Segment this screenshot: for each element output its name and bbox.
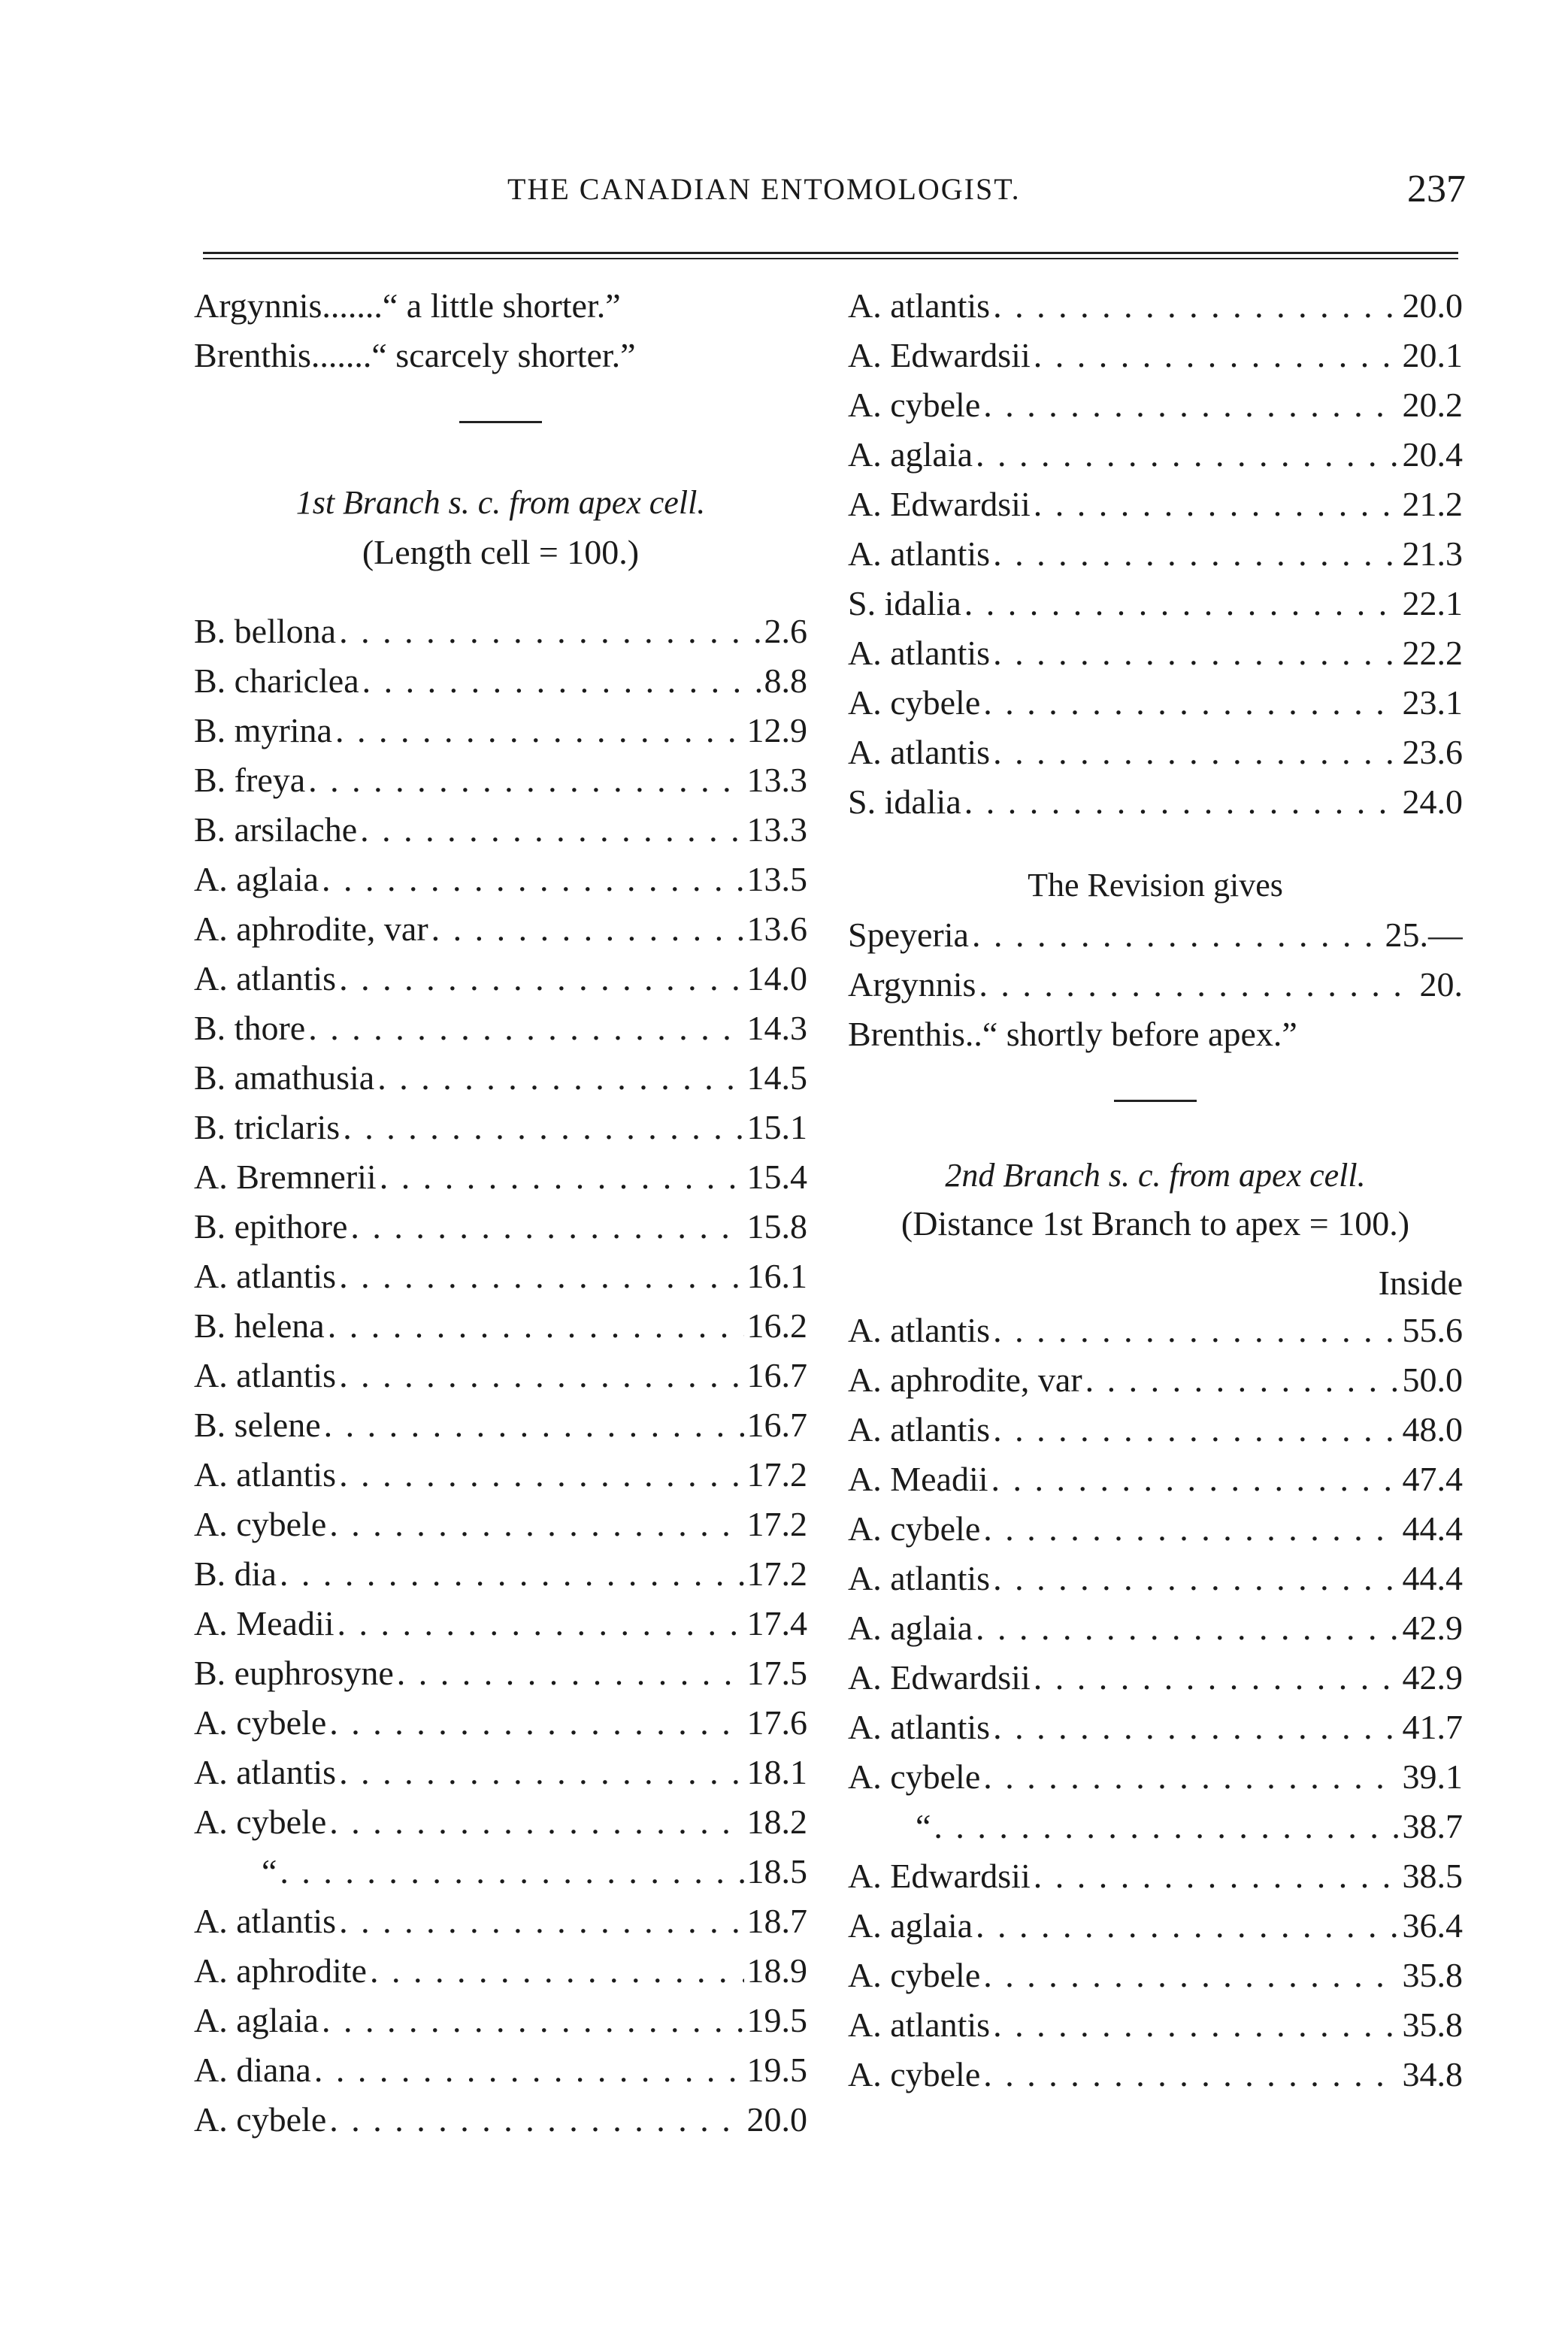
- species-name: A. atlantis: [194, 1753, 337, 1791]
- table-row: [848, 2005, 1463, 2054]
- measurement-value: 16.7: [746, 1406, 807, 1444]
- dot-leader: [338, 1603, 744, 1643]
- table-row: [194, 1256, 807, 1306]
- species-name: A. atlantis: [848, 2006, 991, 2044]
- measurement-value: 22.2: [1402, 634, 1463, 672]
- table-row: [194, 1405, 807, 1455]
- measurement-value: 14.0: [746, 959, 807, 997]
- dot-leader: [983, 1509, 1399, 1548]
- dot-leader: [362, 661, 761, 701]
- table-row: [194, 1802, 807, 1851]
- dot-leader: [964, 782, 1400, 822]
- table-row: [194, 1703, 807, 1752]
- species-name: “: [916, 1807, 931, 1845]
- dot-leader: [380, 1157, 744, 1197]
- dot-leader: [377, 1058, 743, 1097]
- measurement-value: 24.0: [1402, 783, 1463, 821]
- measurement-value: 18.5: [746, 1852, 807, 1891]
- species-name: A. Edwardsii: [848, 336, 1031, 374]
- table-row: [848, 915, 1463, 964]
- table-row: [194, 611, 807, 661]
- page-number: 237: [1407, 168, 1466, 210]
- species-name: A. atlantis: [848, 733, 991, 771]
- species-name: A. aglaia: [848, 435, 973, 474]
- dot-leader: [983, 683, 1399, 722]
- measurement-value: 13.6: [746, 910, 807, 948]
- dot-leader: [993, 286, 1399, 325]
- species-name: A. aglaia: [848, 1906, 973, 1945]
- column-header: Inside: [1378, 1264, 1463, 1302]
- measurement-value: 35.8: [1402, 2006, 1463, 2044]
- section-title: 2nd Branch s. c. from apex cell.: [945, 1157, 1366, 1194]
- dot-leader: [339, 1256, 743, 1296]
- revision-title: The Revision gives: [1028, 867, 1283, 904]
- measurement-value: 44.4: [1402, 1559, 1463, 1597]
- table-row: [848, 683, 1463, 732]
- table-row: [194, 958, 807, 1008]
- table-row: [848, 1657, 1463, 1707]
- measurement-list: [848, 1310, 1463, 2104]
- dot-leader: [343, 1107, 743, 1147]
- table-row: [848, 1558, 1463, 1608]
- section-subtitle: (Length cell = 100.): [362, 533, 640, 571]
- species-name: A. cybele: [194, 2100, 327, 2139]
- right-column: [848, 286, 1463, 2104]
- measurement-value: 16.1: [746, 1257, 807, 1295]
- measurement-value: 42.9: [1402, 1609, 1463, 1647]
- page-header: [188, 167, 1466, 219]
- measurement-value: 20.0: [1402, 286, 1463, 325]
- species-name: S. idalia: [848, 783, 961, 821]
- dot-leader: [979, 964, 1416, 1004]
- measurement-value: 17.4: [746, 1604, 807, 1642]
- species-name: A. atlantis: [194, 1902, 337, 1940]
- dot-leader: [993, 2005, 1399, 2045]
- species-name: A. atlantis: [848, 634, 991, 672]
- species-name: A. cybele: [848, 1956, 981, 1994]
- section-subtitle: (Distance 1st Branch to apex = 100.): [901, 1204, 1410, 1243]
- table-row: [194, 1157, 807, 1206]
- measurement-value: 38.7: [1402, 1807, 1463, 1845]
- measurement-value: 25.—: [1385, 916, 1463, 954]
- comparison-genus: Argynnis: [194, 286, 322, 325]
- species-name: A. cybele: [194, 1505, 327, 1543]
- dot-leader: [324, 1405, 744, 1445]
- dot-leader: [976, 434, 1399, 474]
- table-row: [194, 2099, 807, 2149]
- comparison-quote: “ scarcely shorter.”: [371, 336, 636, 374]
- species-name: A. aphrodite: [194, 1951, 367, 1990]
- dot-leader: [934, 1806, 1399, 1846]
- measurement-value: 55.6: [1402, 1311, 1463, 1349]
- table-row: [194, 2050, 807, 2099]
- measurement-value: 47.4: [1402, 1460, 1463, 1498]
- species-name: A. Edwardsii: [848, 485, 1031, 523]
- species-name: A. atlantis: [848, 1559, 991, 1597]
- dot-leader: [993, 1409, 1399, 1449]
- table-row: [848, 1310, 1463, 1360]
- comparison-line: Brenthis.......“ scarcely shorter.”: [194, 336, 636, 374]
- table-row: [848, 782, 1463, 831]
- table-row: [194, 810, 807, 859]
- species-name: “: [262, 1852, 277, 1891]
- table-row: [194, 1455, 807, 1504]
- species-name: A. aglaia: [848, 1609, 973, 1647]
- species-name: A. aglaia: [194, 860, 319, 898]
- dot-leader: [993, 534, 1399, 574]
- dot-leader: [280, 1851, 743, 1891]
- species-name: A. atlantis: [194, 1455, 337, 1494]
- table-row: [848, 534, 1463, 583]
- dot-leader: [983, 1757, 1399, 1797]
- dot-leader: [339, 1355, 743, 1395]
- species-name: A. atlantis: [194, 1257, 337, 1295]
- running-title: THE CANADIAN ENTOMOLOGIST.: [507, 172, 1021, 206]
- table-row: [194, 1603, 807, 1653]
- table-row: [848, 385, 1463, 434]
- measurement-value: 16.7: [746, 1356, 807, 1394]
- revision-quote-line: Brenthis..“ shortly before apex.”: [848, 1015, 1297, 1053]
- measurement-value: 22.1: [1402, 584, 1463, 622]
- dot-leader: [350, 1206, 743, 1246]
- dot-leader: [280, 1554, 744, 1594]
- measurement-value: 17.2: [746, 1554, 807, 1593]
- measurement-value: 20.2: [1402, 386, 1463, 424]
- dot-leader: [397, 1653, 744, 1693]
- table-row: [194, 1008, 807, 1058]
- measurement-value: 12.9: [746, 711, 807, 749]
- species-name: B. epithore: [194, 1207, 348, 1246]
- table-row: [194, 1355, 807, 1405]
- table-row: [194, 1901, 807, 1951]
- table-row: [848, 484, 1463, 534]
- measurement-value: 41.7: [1402, 1708, 1463, 1746]
- species-name: A. Bremnerii: [194, 1158, 377, 1196]
- table-row: [194, 1851, 807, 1901]
- dot-leader: [972, 915, 1382, 955]
- species-name: S. idalia: [848, 584, 961, 622]
- species-name: A. Meadii: [194, 1604, 334, 1642]
- measurement-value: 13.3: [746, 761, 807, 799]
- table-row: [848, 1806, 1463, 1856]
- comparison-quote: “ a little shorter.”: [382, 286, 621, 325]
- measurement-value: 21.2: [1402, 485, 1463, 523]
- dot-leader: [329, 1504, 743, 1544]
- measurement-value: 13.3: [746, 810, 807, 849]
- species-name: A. cybele: [848, 1509, 981, 1548]
- table-row: [848, 1906, 1463, 1955]
- measurement-value: 23.1: [1402, 683, 1463, 722]
- table-row: [194, 710, 807, 760]
- table-row: [848, 1757, 1463, 1806]
- species-name: B. arsilache: [194, 810, 358, 849]
- species-name: A. cybele: [848, 2055, 981, 2093]
- dot-leader: [1034, 484, 1400, 524]
- dot-leader: [339, 1455, 743, 1494]
- species-name: A. atlantis: [848, 1708, 991, 1746]
- measurement-value: 18.1: [746, 1753, 807, 1791]
- measurement-list: [848, 286, 1463, 831]
- table-row: [848, 1707, 1463, 1757]
- species-name: B. helena: [194, 1306, 325, 1345]
- table-row: [194, 760, 807, 810]
- dot-leader: [1034, 1657, 1400, 1697]
- species-name: A. aglaia: [194, 2001, 319, 2039]
- measurement-value: 19.5: [746, 2051, 807, 2089]
- table-row: [194, 1951, 807, 2000]
- table-row: [848, 2054, 1463, 2104]
- section-title: 1st Branch s. c. from apex cell.: [295, 484, 706, 521]
- species-name: A. Edwardsii: [848, 1857, 1031, 1895]
- species-name: A. Meadii: [848, 1460, 988, 1498]
- table-row: [848, 1608, 1463, 1657]
- table-row: [848, 1955, 1463, 2005]
- measurement-value: 17.2: [746, 1505, 807, 1543]
- species-name: B. freya: [194, 761, 306, 799]
- species-name: A. diana: [194, 2051, 311, 2089]
- measurement-value: 14.3: [746, 1009, 807, 1047]
- measurement-value: 39.1: [1402, 1757, 1463, 1796]
- table-row: [194, 1504, 807, 1554]
- species-name: A. cybele: [194, 1803, 327, 1841]
- measurement-value: 2.6: [764, 612, 807, 650]
- measurement-value: 19.5: [746, 2001, 807, 2039]
- dot-leader: [1034, 1856, 1400, 1896]
- measurement-value: 18.7: [746, 1902, 807, 1940]
- measurement-value: 50.0: [1402, 1361, 1463, 1399]
- species-name: A. atlantis: [848, 534, 991, 573]
- table-row: [848, 633, 1463, 683]
- table-row: [194, 859, 807, 909]
- table-row: [194, 909, 807, 958]
- dot-leader: [339, 1752, 743, 1792]
- table-row: [194, 1554, 807, 1603]
- species-name: B. amathusia: [194, 1058, 375, 1097]
- table-row: [848, 1409, 1463, 1459]
- dot-leader: [339, 611, 761, 651]
- measurement-value: 38.5: [1402, 1857, 1463, 1895]
- dot-leader: [322, 2000, 743, 2040]
- revision-quote: “ shortly before apex.”: [982, 1015, 1297, 1053]
- dot-leader: [308, 1008, 743, 1048]
- species-name: B. bellona: [194, 612, 337, 650]
- dot-leader: [335, 710, 744, 750]
- table-row: [194, 661, 807, 710]
- table-row: [848, 286, 1463, 335]
- table-row: [194, 2000, 807, 2050]
- measurement-value: 21.3: [1402, 534, 1463, 573]
- table-row: [194, 1653, 807, 1703]
- measurement-value: 15.4: [746, 1158, 807, 1196]
- species-name: B. chariclea: [194, 661, 359, 700]
- measurement-value: 14.5: [746, 1058, 807, 1097]
- dot-leader: [308, 760, 743, 800]
- species-name: A. cybele: [848, 1757, 981, 1796]
- measurement-value: 20.0: [746, 2100, 807, 2139]
- measurement-value: 44.4: [1402, 1509, 1463, 1548]
- table-row: [848, 964, 1463, 1014]
- revision-list: [848, 915, 1463, 1014]
- dot-leader: [983, 385, 1399, 425]
- species-name: Speyeria: [848, 916, 969, 954]
- dot-leader: [976, 1906, 1399, 1945]
- table-row: [194, 1752, 807, 1802]
- measurement-value: 17.6: [746, 1703, 807, 1742]
- dot-leader: [983, 1955, 1399, 1995]
- measurement-value: 17.5: [746, 1654, 807, 1692]
- species-name: A. cybele: [848, 386, 981, 424]
- species-name: B. triclaris: [194, 1108, 341, 1146]
- dot-leader: [431, 909, 744, 949]
- dot-leader: [983, 2054, 1399, 2094]
- dot-leader: [993, 1310, 1399, 1350]
- measurement-value: 18.2: [746, 1803, 807, 1841]
- left-column: [194, 286, 807, 2149]
- table-row: [848, 335, 1463, 385]
- species-name: A. atlantis: [848, 1410, 991, 1449]
- table-row: [848, 583, 1463, 633]
- species-name: B. myrina: [194, 711, 332, 749]
- measurement-value: 15.1: [746, 1108, 807, 1146]
- table-row: [194, 1306, 807, 1355]
- dot-leader: [339, 958, 743, 998]
- dot-leader: [1085, 1360, 1400, 1400]
- species-name: B. selene: [194, 1406, 321, 1444]
- table-row: [194, 1107, 807, 1157]
- dot-leader: [993, 633, 1399, 673]
- dot-leader: [329, 1802, 743, 1842]
- measurement-list: [194, 611, 807, 2149]
- dot-leader: [314, 2050, 744, 2090]
- measurement-value: 35.8: [1402, 1956, 1463, 1994]
- dot-leader: [370, 1951, 744, 1990]
- species-name: A. atlantis: [194, 959, 337, 997]
- species-name: A. Edwardsii: [848, 1658, 1031, 1697]
- measurement-value: 16.2: [746, 1306, 807, 1345]
- dot-leader: [360, 810, 743, 849]
- species-name: A. aphrodite, var: [194, 910, 428, 948]
- measurement-value: 48.0: [1402, 1410, 1463, 1449]
- dot-leader: [993, 1558, 1399, 1598]
- dot-leader: [328, 1306, 744, 1346]
- comparison-genus: Brenthis: [194, 336, 311, 374]
- measurement-value: 13.5: [746, 860, 807, 898]
- species-name: A. atlantis: [848, 1311, 991, 1349]
- species-name: A. cybele: [194, 1703, 327, 1742]
- measurement-value: 15.8: [746, 1207, 807, 1246]
- measurement-value: 17.2: [746, 1455, 807, 1494]
- measurement-value: 20.: [1419, 965, 1463, 1004]
- measurement-value: 20.1: [1402, 336, 1463, 374]
- species-name: A. atlantis: [848, 286, 991, 325]
- measurement-value: 8.8: [764, 661, 807, 700]
- measurement-value: 20.4: [1402, 435, 1463, 474]
- dot-leader: [322, 859, 743, 899]
- dot-leader: [329, 2099, 743, 2139]
- measurement-value: 18.9: [746, 1951, 807, 1990]
- species-name: B. euphrosyne: [194, 1654, 394, 1692]
- species-name: A. cybele: [848, 683, 981, 722]
- measurement-value: 36.4: [1402, 1906, 1463, 1945]
- table-row: [848, 1360, 1463, 1409]
- species-name: A. aphrodite, var: [848, 1361, 1082, 1399]
- measurement-value: 34.8: [1402, 2055, 1463, 2093]
- revision-genus: Brenthis: [848, 1015, 965, 1053]
- table-row: [848, 732, 1463, 782]
- species-name: B. thore: [194, 1009, 306, 1047]
- table-row: [848, 1459, 1463, 1509]
- species-name: B. dia: [194, 1554, 277, 1593]
- table-row: [848, 1509, 1463, 1558]
- dot-leader: [993, 1707, 1399, 1747]
- dot-leader: [964, 583, 1400, 623]
- table-row: [194, 1058, 807, 1107]
- comparison-line: Argynnis.......“ a little shorter.”: [194, 286, 621, 325]
- measurement-value: 42.9: [1402, 1658, 1463, 1697]
- dot-leader: [1034, 335, 1400, 375]
- dot-leader: [991, 1459, 1400, 1499]
- species-name: A. atlantis: [194, 1356, 337, 1394]
- table-row: [848, 1856, 1463, 1906]
- dot-leader: [976, 1608, 1399, 1648]
- table-row: [194, 1206, 807, 1256]
- table-row: [848, 434, 1463, 484]
- measurement-value: 23.6: [1402, 733, 1463, 771]
- header-rule: [203, 252, 1458, 259]
- species-name: Argynnis: [848, 965, 976, 1004]
- dot-leader: [339, 1901, 743, 1941]
- dot-leader: [329, 1703, 743, 1742]
- dot-leader: [993, 732, 1399, 772]
